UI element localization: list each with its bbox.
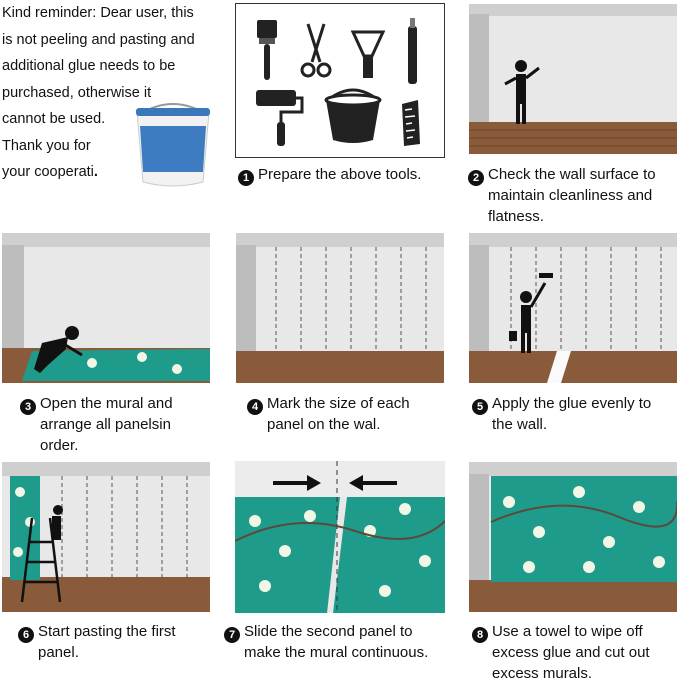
step-4-image	[236, 233, 444, 383]
ruler-icon	[402, 100, 420, 146]
step-8-image	[469, 462, 677, 612]
reminder-line: additional glue needs to be	[2, 58, 176, 74]
step-3-image	[2, 233, 210, 383]
utility-knife-icon	[408, 18, 417, 84]
tools-illustration	[235, 3, 445, 158]
step-6-image	[2, 462, 210, 612]
reminder-line: purchased, otherwise it	[2, 84, 152, 101]
step-5-caption: 5 Apply the glue evenly to the wall.	[472, 394, 679, 436]
step-6-caption: 6 Start pasting the first panel.	[18, 622, 230, 664]
glue-bucket-image	[134, 100, 212, 188]
step-3-caption: 3 Open the mural and arrange all panelsin order.	[20, 394, 230, 456]
reminder-line: Thank you for	[2, 137, 91, 154]
reminder-line: your cooperati.	[2, 164, 98, 180]
step-7-image	[235, 461, 445, 613]
paint-roller-icon	[256, 90, 302, 146]
scissors-icon	[302, 24, 330, 76]
reminder-line: is not peeling and pasting and	[2, 31, 195, 48]
reminder-line: Kind reminder: Dear user, this	[2, 5, 194, 21]
bucket-icon	[326, 90, 380, 143]
scraper-icon	[353, 32, 383, 78]
step-7-caption: 7 Slide the second panel to make the mural continuous.	[224, 622, 464, 664]
reminder-line: cannot be used.	[2, 111, 106, 127]
step-5-image	[469, 233, 677, 383]
step-2-image	[469, 4, 677, 154]
step-2-caption: 2 Check the wall surface to maintain cleanliness and flatness.	[468, 165, 679, 227]
paint-brush-icon	[257, 20, 277, 80]
step-8-caption: 8 Use a towel to wipe off excess glue and cut out excess murals.	[472, 622, 679, 684]
step-4-caption: 4 Mark the size of each panel on the wal.	[247, 394, 457, 436]
step-1-caption: 1 Prepare the above tools.	[238, 165, 448, 186]
